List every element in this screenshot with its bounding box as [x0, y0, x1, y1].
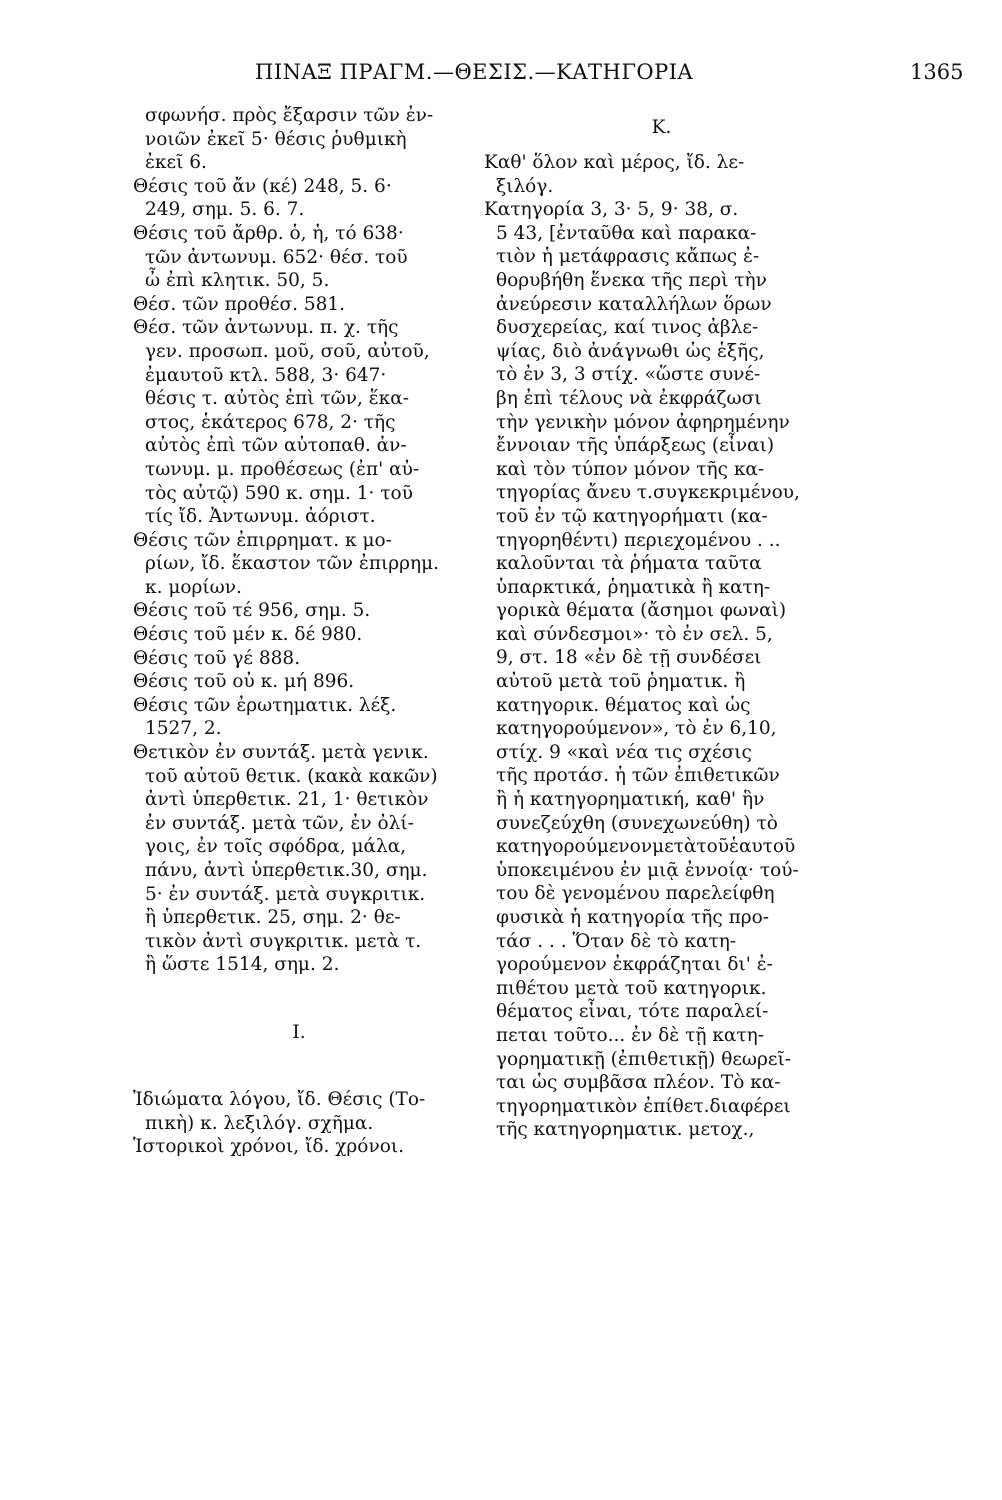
text-line: γορούμενον ἐκφράζηται δι' ἐ-	[496, 954, 773, 976]
text-line: βη ἐπὶ τέλους νὰ ἐκφράζωσι	[496, 387, 762, 409]
text-line: πικὴ) κ. λεξιλόγ. σχῆμα.	[145, 1112, 374, 1134]
text-line: στίχ. 9 «καὶ νέα τις σχέσις	[496, 741, 752, 763]
text-line: τῆς κατηγορηματικ. μετοχ.,	[496, 1119, 755, 1141]
text-line: τιὸν ἡ μετάφρασις κἄπως ἐ-	[496, 246, 760, 268]
section-heading-iota: Ι.	[292, 1021, 306, 1043]
text-line: γεν. προσωπ. μοῦ, σοῦ, αὐτοῦ,	[145, 340, 430, 362]
text-line: γορηματικῇ (ἐπιθετικῇ) θεωρεῖ-	[496, 1048, 791, 1070]
text-line: Θέσις τῶν ἐρωτηματικ. λέξ.	[133, 694, 397, 716]
text-line: ψίας, διὸ ἀνάγνωθι ὡς ἑξῆς,	[496, 340, 765, 362]
text-line: τωνυμ. μ. προθέσεως (ἐπ' αὐ-	[145, 458, 420, 480]
text-line: Θετικὸν ἐν συντάξ. μετὰ γενικ.	[133, 742, 429, 764]
text-line: καὶ τὸν τύπον μόνον τῆς κα-	[496, 458, 765, 480]
text-line: ται ὡς συμβᾶσα πλέον. Τὸ κα-	[496, 1072, 781, 1094]
text-line: κατηγορούμενονμετὰτοῦἑαυτοῦ	[496, 836, 796, 858]
text-line: κατηγορούμενον», τὸ ἐν 6,10,	[496, 718, 777, 740]
text-line: θέσις τ. αὐτὸς ἐπὶ τῶν, ἕκα-	[145, 388, 409, 410]
text-line: ἢ ἡ κατηγορηματική, καθ' ἣν	[496, 789, 765, 811]
text-line: ὦ ἐπὶ κλητικ. 50, 5.	[145, 270, 330, 292]
text-line: τὸς αὐτῷ) 590 κ. σημ. 1· τοῦ	[145, 482, 413, 504]
text-line: ἐν συντάξ. μετὰ τῶν, ἐν ὀλί-	[145, 812, 414, 834]
text-line: ἐκεῖ 6.	[145, 152, 207, 174]
text-line: γοις, ἐν τοῖς σφόδρα, μάλα,	[145, 836, 407, 858]
text-line: τηγορηθέντι) περιεχομένου . ..	[496, 529, 781, 551]
text-line: Θέσ. τῶν προθέσ. 581.	[133, 293, 346, 315]
text-line: συνεζεύχθη (συνεχωνεύθη) τὸ	[496, 812, 778, 834]
section-gap	[133, 977, 465, 1009]
text-line: δυσχερείας, καί τινος ἀβλε-	[496, 317, 759, 339]
text-line: ξιλόγ.	[496, 175, 554, 197]
text-line: ὑποκειμένου ἐν μιᾷ ἐννοίᾳ· τού-	[496, 859, 799, 881]
text-line: Θέσις τοῦ τέ 956, σημ. 5.	[133, 600, 371, 622]
text-line: Θέσις τοῦ γέ 888.	[133, 647, 301, 669]
running-title: ΠΙΝΑΞ ΠΡΑΓΜ.—ΘΕΣΙΣ.—ΚΑΤΗΓΟΡΙΑ	[255, 60, 694, 84]
text-line: ἢ ὥστε 1514, σημ. 2.	[145, 954, 340, 976]
text-line: θορυβήθη ἕνεκα τῆς περὶ τὴν	[496, 269, 767, 291]
text-line: φυσικὰ ἡ κατηγορία τῆς προ-	[496, 907, 770, 928]
text-line: ἀντὶ ὑπερθετικ. 21, 1· θετικὸν	[145, 789, 429, 811]
left-column-entries-iota	[133, 1088, 465, 1159]
text-line: τοῦ ἐν τῷ κατηγορήματι (κα-	[496, 505, 768, 527]
text-line: τηγορίας ἄνευ τ.συγκεκριμένου,	[496, 482, 800, 504]
text-line: ὑπαρκτικά, ῥηματικὰ ἢ κατη-	[496, 576, 771, 598]
text-line: σφωνήσ. πρὸς ἔξαρσιν τῶν ἐν-	[145, 105, 434, 126]
text-line: τῆς προτάσ. ἡ τῶν ἐπιθετικῶν	[496, 765, 780, 787]
left-column	[133, 104, 465, 1159]
text-line: ἔννοιαν τῆς ὑπάρξεως (εἶναι)	[496, 435, 775, 457]
text-line: καὶ σύνδεσμοι»· τὸ ἐν σελ. 5,	[496, 623, 773, 645]
right-column	[484, 104, 839, 1142]
text-line: κ. μορίων.	[145, 576, 242, 598]
text-line: αὐτοῦ μετὰ τοῦ ῥηματικ. ἢ	[496, 671, 746, 693]
text-line: Θέσις τοῦ μέν κ. δέ 980.	[133, 624, 363, 646]
text-line: τοῦ αὐτοῦ θετικ. (κακὰ κακῶν)	[145, 765, 438, 787]
text-line: στος, ἑκάτερος 678, 2· τῆς	[145, 411, 396, 433]
text-line: 249, σημ. 5. 6. 7.	[145, 199, 305, 221]
text-line: τῶν ἀντωνυμ. 652· θέσ. τοῦ	[145, 246, 408, 268]
text-line: ἐμαυτοῦ κτλ. 588, 3· 647·	[145, 364, 387, 386]
text-line: 1527, 2.	[145, 718, 222, 740]
text-line: τηγορηματικὸν ἐπίθετ.διαφέρει	[496, 1095, 791, 1117]
text-line: νοιῶν ἐκεῖ 5· θέσις ῥυθμικὴ	[145, 128, 407, 150]
text-line: γορικὰ θέματα (ἄσημοι φωναὶ)	[496, 600, 787, 622]
text-line: Θέσ. τῶν ἀντωνυμ. π. χ. τῆς	[133, 317, 399, 339]
text-line: αὐτὸς ἐπὶ τῶν αὐτοπαθ. ἀν-	[145, 435, 407, 457]
text-line: Θέσις τοῦ ἄν (κέ) 248, 5. 6·	[133, 175, 392, 197]
text-line: Θέσις τοῦ ἄρθρ. ὁ, ἡ, τό 638·	[133, 222, 404, 244]
text-line: θέματος εἶναι, τότε παραλεί-	[496, 1001, 769, 1023]
text-line: τὴν γενικὴν μόνον ἀφηρημένην	[496, 411, 790, 433]
text-line: τίς ἴδ. Ἀντωνυμ. ἀόριστ.	[145, 506, 376, 528]
right-column-entries	[484, 151, 839, 1142]
page-number: 1365	[910, 60, 964, 84]
text-line: ἀνεύρεσιν καταλλήλων ὅρων	[496, 293, 772, 315]
running-header	[0, 60, 1002, 100]
text-line: 9, στ. 18 «ἐν δὲ τῇ συνδέσει	[496, 647, 762, 669]
text-line: ἢ ὑπερθετικ. 25, σημ. 2· θε-	[145, 907, 401, 929]
text-line: πάνυ, ἀντὶ ὑπερθετικ.30, σημ.	[145, 860, 428, 881]
text-line: Θέσις τοῦ οὐ κ. μή 896.	[133, 671, 355, 693]
section-gap	[133, 1056, 465, 1088]
text-line: Ἱστορικοὶ χρόνοι, ἴδ. χρόνοι.	[133, 1136, 404, 1158]
left-column-entries	[133, 104, 465, 977]
text-line: Καθ' ὅλον καὶ μέρος, ἴδ. λε-	[484, 152, 745, 173]
text-line: κατηγορικ. θέματος καὶ ὡς	[496, 694, 751, 716]
text-line: καλοῦνται τὰ ῥήματα ταῦτα	[496, 553, 762, 575]
text-line: τικὸν ἀντὶ συγκριτικ. μετὰ τ.	[145, 930, 422, 952]
text-line: του δὲ γενομένου παρελείφθη	[496, 883, 775, 905]
text-line: 5 43, [ἐνταῦθα καὶ παρακα-	[496, 222, 757, 244]
text-line: Θέσις τῶν ἐπιρρηματ. κ μο-	[133, 529, 392, 551]
text-line: ρίων, ἴδ. ἕκαστον τῶν ἐπιρρημ.	[145, 553, 440, 575]
text-line: πεται τοῦτο... ἐν δὲ τῇ κατη-	[496, 1024, 764, 1046]
text-line: τὸ ἐν 3, 3 στίχ. «ὥστε συνέ-	[496, 364, 761, 386]
text-line: τάσ . . . Ὅταν δὲ τὸ κατη-	[496, 930, 737, 952]
text-line: Ἰδιώματα λόγου, ἴδ. Θέσις (Το-	[133, 1088, 426, 1110]
text-line: 5· ἐν συντάξ. μετὰ συγκριτικ.	[145, 883, 426, 905]
text-line: πιθέτου μετὰ τοῦ κατηγορικ.	[496, 977, 767, 999]
section-heading-kappa: Κ.	[651, 117, 672, 138]
text-line: Κατηγορία 3, 3· 5, 9· 38, σ.	[484, 199, 739, 221]
